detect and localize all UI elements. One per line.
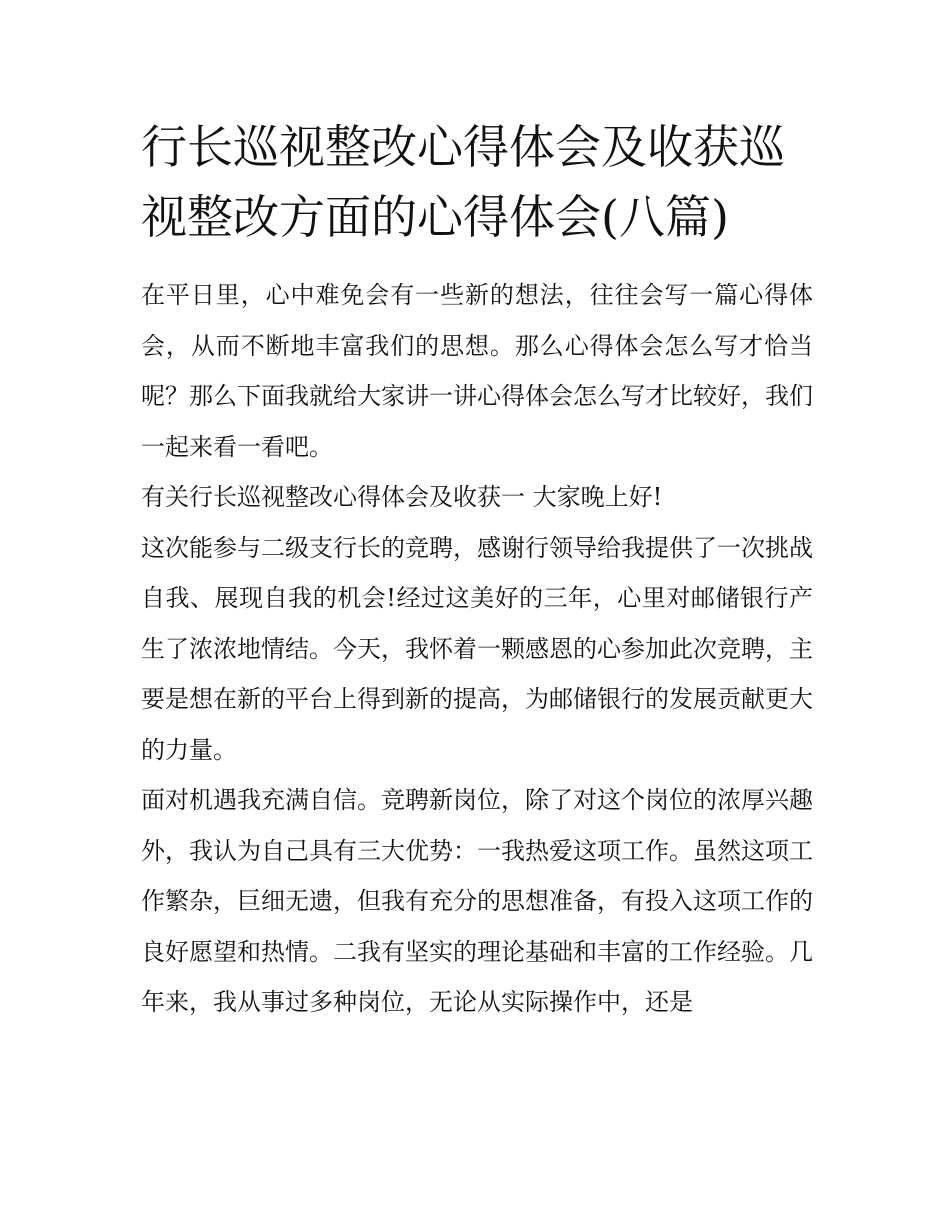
paragraph-intro: 在平日里，心中难免会有一些新的想法，往往会写一篇心得体会，从而不断地丰富我们的思想。那么心得体会怎么写才恰当呢？那么下面我就给大家讲一讲心得体会怎么写才比较好，我们一起来看一看吧。 — [141, 281, 813, 461]
paragraph-competition: 这次能参与二级支行长的竞聘，感谢行领导给我提供了一次挑战自我、展现自我的机会!经过这美好的三年，心里对邮储银行产生了浓浓地情结。今天，我怀着一颗感恩的心参加此次竞聘，主要是想在新的平台上得到新的提高，为邮储银行的发展贡献更大的力量。 — [141, 533, 813, 764]
document-content — [141, 112, 813, 1028]
document-body — [141, 270, 813, 1028]
paragraph-confidence: 面对机遇我充满自信。竞聘新岗位，除了对这个岗位的浓厚兴趣外，我认为自己具有三大优势：一我热爱这项工作。虽然这项工作繁杂，巨细无遗，但我有充分的思想准备，有投入这项工作的良好愿望和热情。二我有坚实的理论基础和丰富的工作经验。几年来，我从事过多种岗位，无论从实际操作中，还是 — [141, 786, 813, 1016]
paragraph-heading-greeting: 有关行长巡视整改心得体会及收获一 大家晚上好! — [141, 483, 663, 511]
document-title: 行长巡视整改心得体会及收获巡视整改方面的心得体会(八篇) — [141, 120, 785, 244]
